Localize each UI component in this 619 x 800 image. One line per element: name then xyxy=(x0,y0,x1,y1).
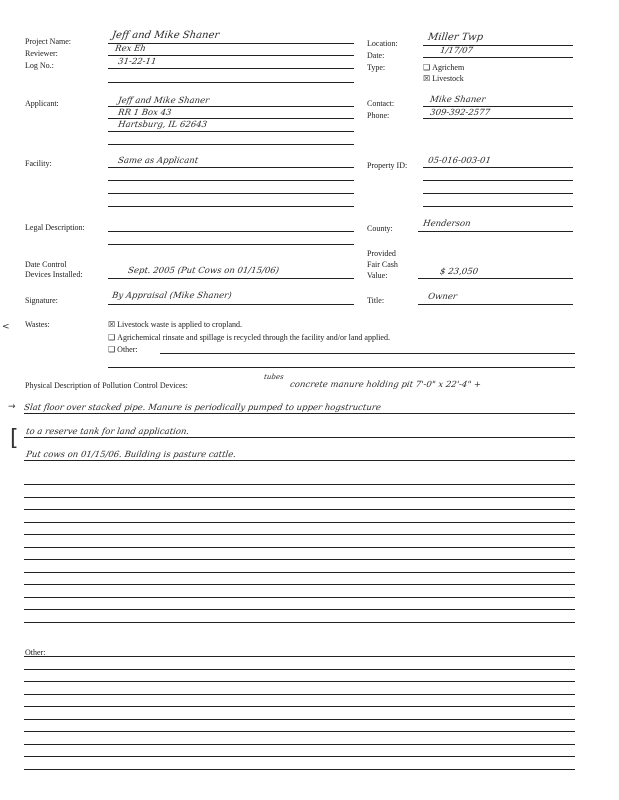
project-name-value: Jeff and Mike Shaner xyxy=(111,30,220,41)
label-type: Type: xyxy=(367,63,386,72)
label-applicant: Applicant: xyxy=(25,99,59,108)
facility-line-2 xyxy=(108,180,354,181)
phys-line-1: Slat floor over stacked pipe. Manure is periodically pumped to upper hogstructure xyxy=(23,403,382,413)
label-project-name: Project Name: xyxy=(25,37,71,46)
label-phone: Phone: xyxy=(367,111,390,120)
signature-line xyxy=(108,304,354,305)
wastes-other-text: Other: xyxy=(117,345,138,354)
label-log-no: Log No.: xyxy=(25,61,54,70)
applicant-line-2-rule xyxy=(108,118,354,119)
wastes-option-livestock xyxy=(108,320,242,330)
blank-rule-line xyxy=(24,622,575,623)
label-legal-description: Legal Description: xyxy=(25,223,85,232)
legal-line-1 xyxy=(108,231,354,232)
devices-installed-line xyxy=(108,278,354,279)
title-value: Owner xyxy=(427,292,458,302)
blank-rule-line xyxy=(24,597,575,598)
date-value: 1/17/07 xyxy=(439,46,474,56)
label-wastes: Wastes: xyxy=(25,320,50,329)
label-physical-description: Physical Description of Pollution Control Devices: xyxy=(25,381,188,390)
phys-rule-3 xyxy=(24,460,575,461)
livestock-checkbox-icon: ☒ xyxy=(423,74,431,83)
applicant-line-2: RR 1 Box 43 xyxy=(117,108,173,118)
property-id-line-4 xyxy=(423,206,573,207)
phys-line-3: Put cows on 01/15/06. Building is pasture cattle. xyxy=(25,450,237,460)
wastes-other-line-2 xyxy=(108,367,575,368)
blank-rule-line xyxy=(24,534,575,535)
label-value: Value: xyxy=(367,271,388,280)
applicant-line-1: Jeff and Mike Shaner xyxy=(117,96,210,106)
type-option-agrichem xyxy=(423,63,464,73)
header-extra-line xyxy=(108,82,354,83)
fair-cash-value: $ 23,050 xyxy=(439,267,479,277)
blank-rule-line xyxy=(24,756,575,757)
signature-value: By Appraisal (Mike Shaner) xyxy=(111,291,233,301)
wastes-option-agrichemical xyxy=(108,333,390,343)
contact-value: Mike Shaner xyxy=(429,95,487,105)
blank-rule-line xyxy=(24,509,575,510)
label-devices-installed: Devices Installed: xyxy=(25,270,83,279)
legal-line-2 xyxy=(108,244,354,245)
label-date-control: Date Control xyxy=(25,260,67,269)
label-other: Other: xyxy=(25,648,46,657)
blank-rule-line xyxy=(24,744,575,745)
date-line xyxy=(423,57,573,58)
blank-rule-line xyxy=(24,584,575,585)
applicant-line-1-rule xyxy=(108,106,354,107)
phone-line xyxy=(423,118,573,119)
phone-value: 309-392-2577 xyxy=(429,108,491,118)
county-line xyxy=(418,231,573,232)
blank-rule-line xyxy=(24,731,575,732)
blank-rule-line xyxy=(24,681,575,682)
blank-rule-line xyxy=(24,694,575,695)
reviewer-value: Rex Eh xyxy=(114,44,147,54)
type-agrichem-label: Agrichem xyxy=(432,63,465,72)
blank-rule-line xyxy=(24,547,575,548)
blank-rule-line xyxy=(24,572,575,573)
phys-line-0: concrete manure holding pit 7'-0" x 22'-4" + xyxy=(289,380,482,390)
devices-installed-value: Sept. 2005 (Put Cows on 01/15/06) xyxy=(127,266,280,276)
label-signature: Signature: xyxy=(25,296,58,305)
blank-rule-line xyxy=(24,719,575,720)
facility-line-3 xyxy=(108,193,354,194)
applicant-line-3: Hartsburg, IL 62643 xyxy=(117,120,208,130)
type-livestock-label: Livestock xyxy=(432,74,464,83)
title-line xyxy=(418,304,573,305)
wastes-livestock-checkbox-icon: ☒ xyxy=(108,320,116,329)
label-provided: Provided xyxy=(367,249,396,258)
log-no-value: 31-22-11 xyxy=(117,57,157,67)
bracket-mark-icon: [ xyxy=(10,426,19,451)
label-fair-cash: Fair Cash xyxy=(367,260,398,269)
location-value: Miller Twp xyxy=(427,32,484,43)
log-no-line xyxy=(108,68,354,69)
blank-rule-line xyxy=(24,609,575,610)
label-title: Title: xyxy=(367,296,385,305)
applicant-line-4-rule xyxy=(108,144,354,145)
property-id-line-1 xyxy=(423,167,573,168)
blank-rule-line xyxy=(24,559,575,560)
wastes-other-checkbox-icon: ❑ xyxy=(108,345,116,354)
phys-line-0-note: tubes xyxy=(263,373,285,381)
phys-rule-1 xyxy=(24,413,575,414)
county-value: Henderson xyxy=(422,219,472,229)
label-county: County: xyxy=(367,224,393,233)
phys-line-2: to a reserve tank for land application. xyxy=(25,427,190,437)
contact-line xyxy=(423,106,573,107)
value-line xyxy=(418,278,573,279)
wastes-agrichemical-text: Agrichemical rinsate and spillage is recycled through the facility and/or land applied. xyxy=(117,333,390,342)
facility-line-1 xyxy=(108,167,354,168)
arrow-mark-icon: → xyxy=(8,402,16,412)
wastes-other-line-1 xyxy=(160,353,575,354)
label-property-id: Property ID: xyxy=(367,161,408,170)
label-reviewer: Reviewer: xyxy=(25,49,58,58)
agrichem-checkbox-icon: ❑ xyxy=(423,63,431,72)
blank-rule-line xyxy=(24,497,575,498)
phys-rule-2 xyxy=(24,437,575,438)
blank-rule-line xyxy=(24,669,575,670)
property-id-value: 05-016-003-01 xyxy=(427,156,492,166)
blank-rule-line xyxy=(24,706,575,707)
property-id-line-2 xyxy=(423,180,573,181)
type-option-livestock xyxy=(423,74,464,84)
wastes-option-other xyxy=(108,345,138,355)
blank-rule-line xyxy=(24,522,575,523)
blank-rule-line xyxy=(24,769,575,770)
label-location: Location: xyxy=(367,39,398,48)
property-id-line-3 xyxy=(423,193,573,194)
reviewer-line xyxy=(108,55,354,56)
wastes-livestock-text: Livestock waste is applied to cropland. xyxy=(117,320,243,329)
label-facility: Facility: xyxy=(25,159,52,168)
facility-value: Same as Applicant xyxy=(117,156,199,166)
tick-mark-icon: < xyxy=(2,322,10,332)
blank-rule-line xyxy=(24,656,575,657)
blank-rule-line xyxy=(24,484,575,485)
facility-line-4 xyxy=(108,206,354,207)
wastes-agrichemical-checkbox-icon: ❑ xyxy=(108,333,116,342)
label-date: Date: xyxy=(367,51,385,60)
applicant-line-3-rule xyxy=(108,131,354,132)
label-contact: Contact: xyxy=(367,99,395,108)
